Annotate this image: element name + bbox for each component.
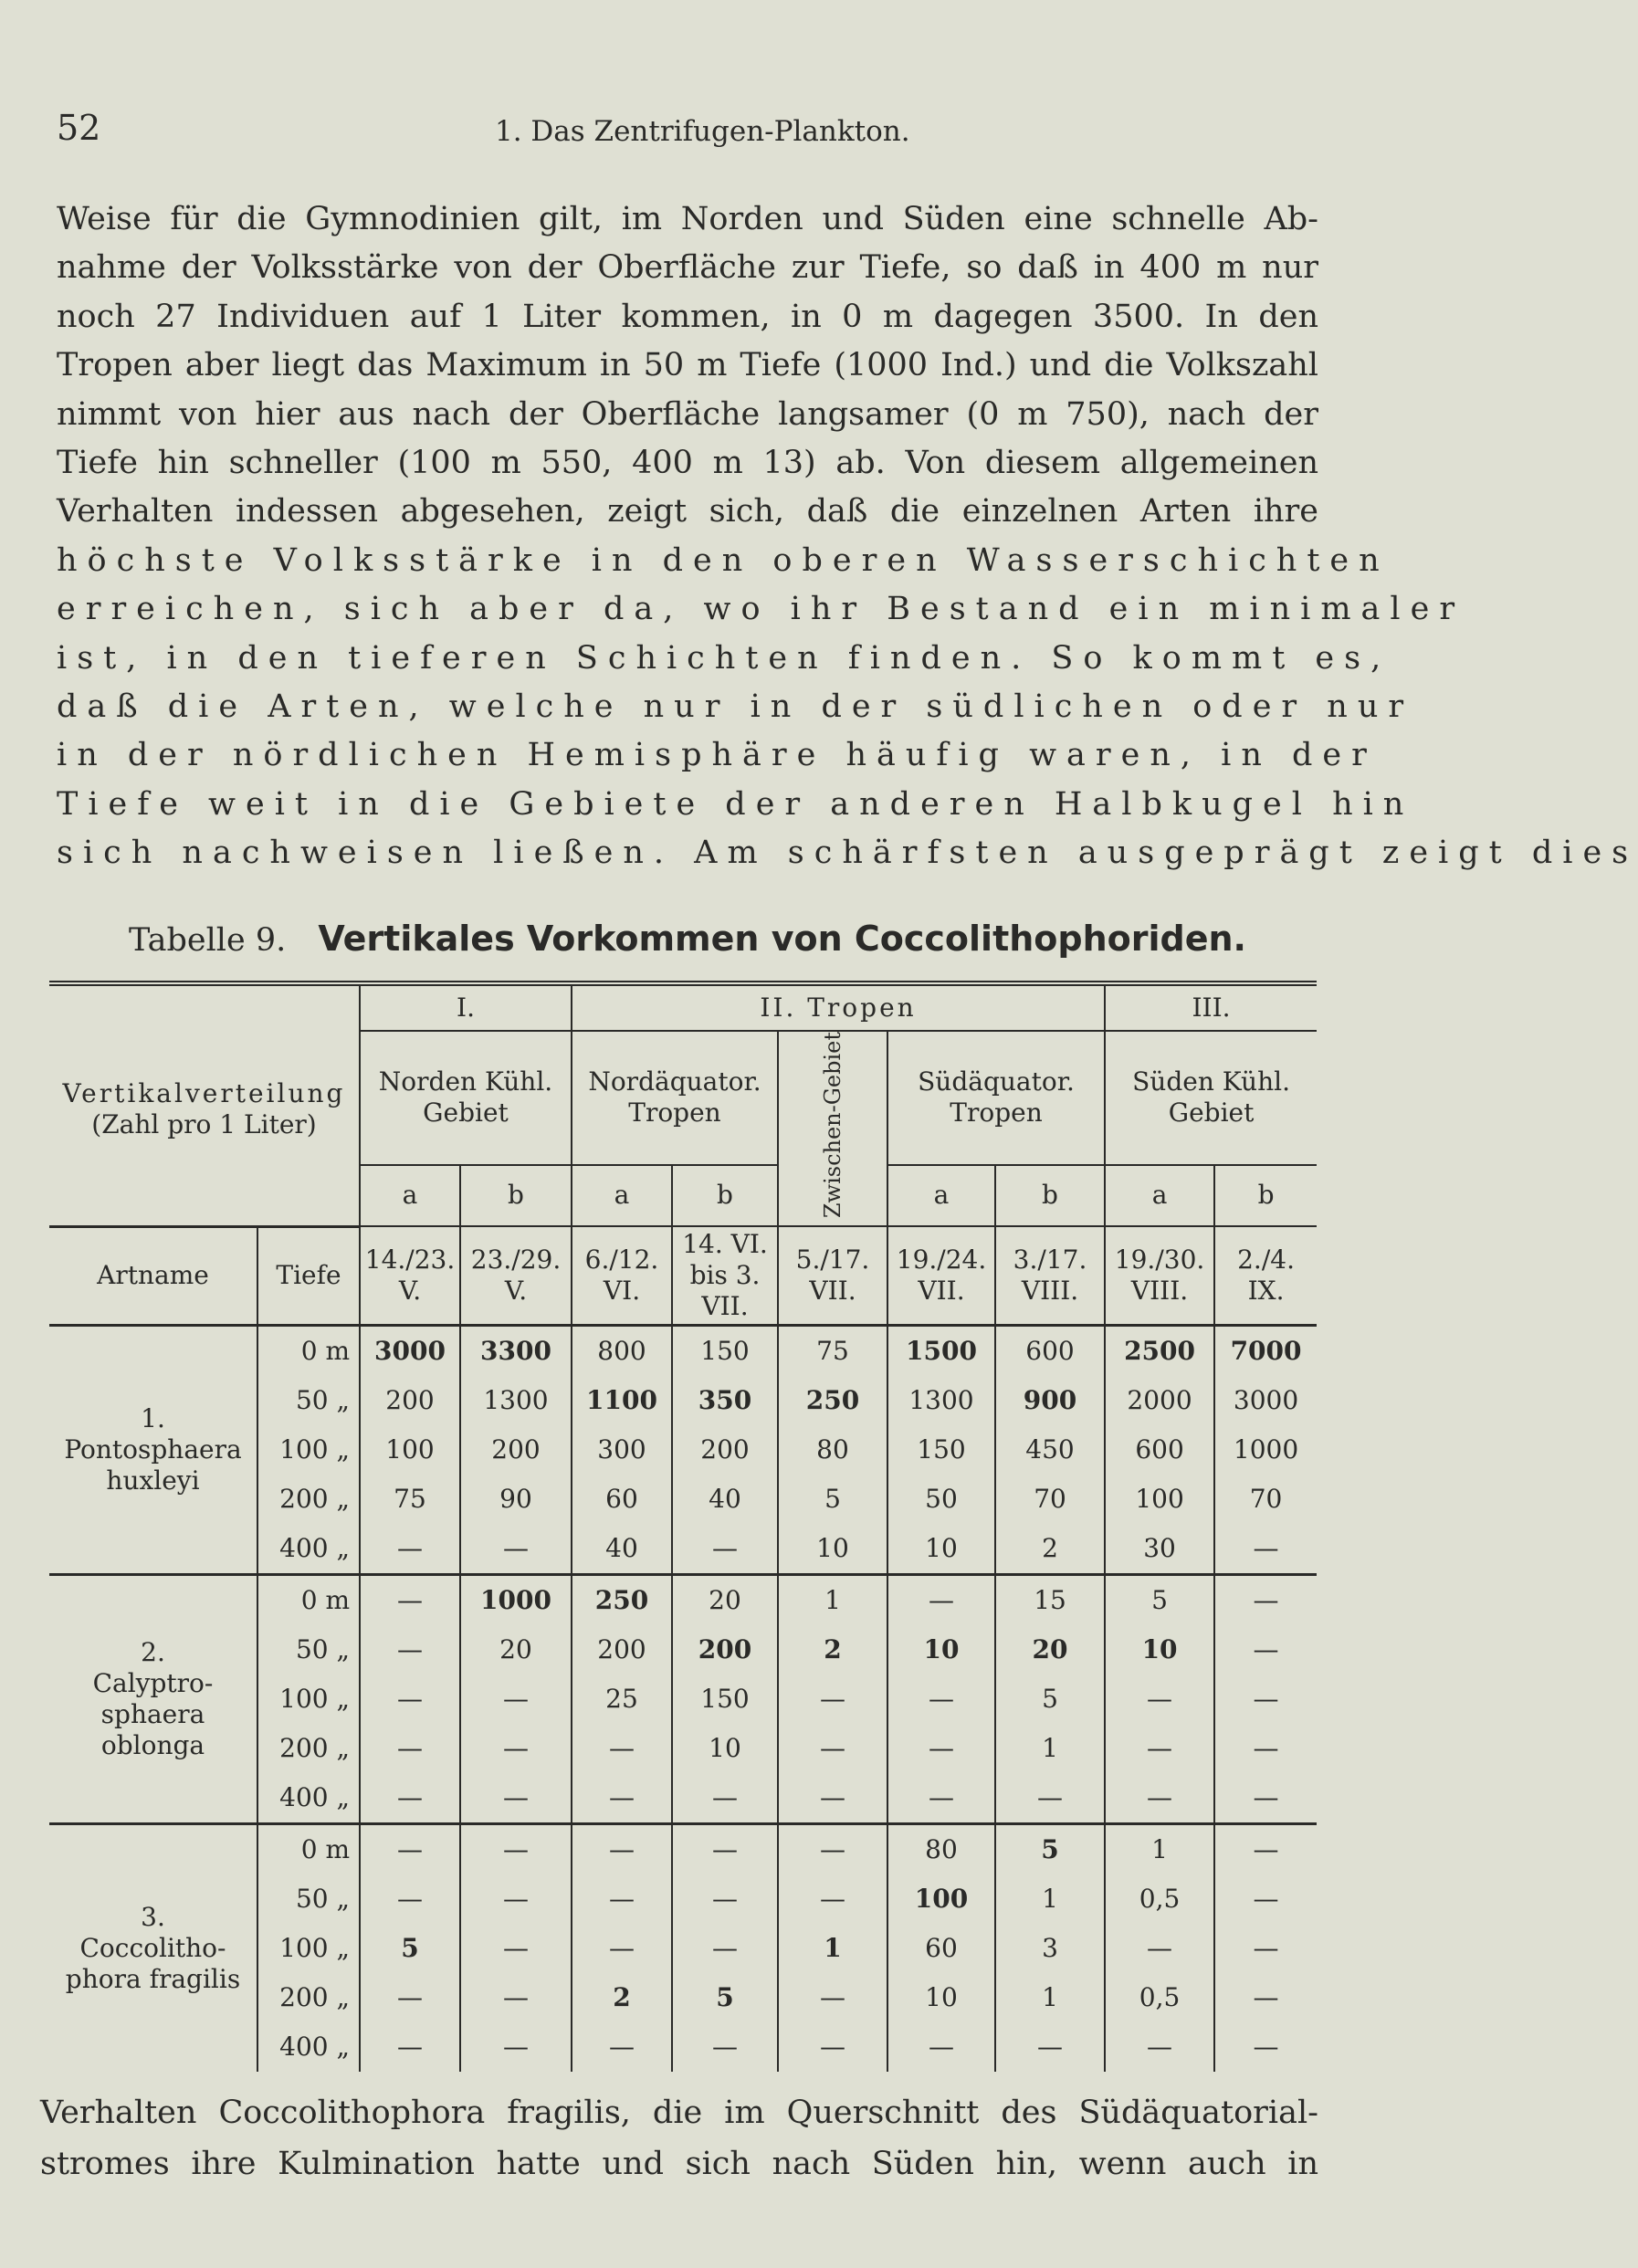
value-cell: 10 <box>887 1973 995 2022</box>
species-name2: huxleyi <box>106 1465 200 1496</box>
value-cell: — <box>995 1773 1105 1824</box>
intro-paragraph <box>57 195 1638 878</box>
value-cell: 200 <box>460 1425 572 1475</box>
page-number: 52 <box>57 108 101 148</box>
value-cell: — <box>360 2022 460 2072</box>
value-cell: — <box>460 1675 572 1724</box>
value-cell: 70 <box>995 1475 1105 1524</box>
value-cell: — <box>460 2022 572 2072</box>
value-cell: 1 <box>995 1724 1105 1773</box>
value-cell: 20 <box>672 1574 778 1625</box>
sub-b: b <box>672 1165 778 1227</box>
value-cell: — <box>360 1973 460 2022</box>
value-cell: 1300 <box>460 1376 572 1425</box>
value-cell: — <box>672 1773 778 1824</box>
value-cell: 0,5 <box>1105 1874 1214 1924</box>
value-cell: — <box>460 1724 572 1773</box>
depth-cell: 0 m <box>257 1574 360 1625</box>
value-cell: — <box>672 1823 778 1874</box>
value-cell: — <box>572 2022 672 2072</box>
depth-cell: 200 „ <box>257 1973 360 2022</box>
value-cell: — <box>1214 1574 1317 1625</box>
value-cell: 10 <box>672 1724 778 1773</box>
value-cell: 3 <box>995 1924 1105 1973</box>
value-cell: — <box>1214 1924 1317 1973</box>
value-cell: — <box>887 1773 995 1824</box>
species-name-cell <box>49 1823 257 2072</box>
table-caption <box>0 919 1375 959</box>
value-cell: 20 <box>460 1625 572 1675</box>
date-cell: 5./17. VII. <box>778 1226 887 1325</box>
coccolithophoride-table <box>49 981 1317 2072</box>
value-cell: 200 <box>672 1425 778 1475</box>
text-line: nimmt von hier aus nach der Oberfläche langsamer (0 m 750), nach der <box>57 395 1318 433</box>
table-row <box>49 1325 1317 1376</box>
value-cell: 75 <box>360 1475 460 1524</box>
value-cell: — <box>1105 1924 1214 1973</box>
value-cell: — <box>778 1773 887 1824</box>
value-cell: — <box>360 1625 460 1675</box>
value-cell: 100 <box>887 1874 995 1924</box>
region-south-eq: Südäquator. Tropen <box>887 1031 1105 1165</box>
sub-b: b <box>460 1165 572 1227</box>
species-num: 2. <box>141 1636 165 1667</box>
region-north-eq: Nordäquator. Tropen <box>572 1031 778 1165</box>
value-cell: 350 <box>672 1376 778 1425</box>
value-cell: — <box>1214 1524 1317 1575</box>
value-cell: — <box>360 1724 460 1773</box>
value-cell: 150 <box>672 1675 778 1724</box>
value-cell: 50 <box>887 1475 995 1524</box>
date-cell: 19./30. VIII. <box>1105 1226 1214 1325</box>
value-cell: 7000 <box>1214 1325 1317 1376</box>
value-cell: — <box>1214 1773 1317 1824</box>
species-name1: Coccolitho- <box>79 1932 226 1963</box>
value-cell: 2 <box>995 1524 1105 1575</box>
value-cell: 25 <box>572 1675 672 1724</box>
sub-a: a <box>887 1165 995 1227</box>
region-south: Süden Kühl. Gebiet <box>1105 1031 1317 1165</box>
date-cell: 14. VI. bis 3. VII. <box>672 1226 778 1325</box>
group-ii: II. Tropen <box>572 983 1105 1031</box>
value-cell: 15 <box>995 1574 1105 1625</box>
sub-a: a <box>360 1165 460 1227</box>
value-cell: — <box>1105 1724 1214 1773</box>
value-cell: 300 <box>572 1425 672 1475</box>
date-cell: 2./4. IX. <box>1214 1226 1317 1325</box>
value-cell: — <box>887 1675 995 1724</box>
value-cell: 5 <box>995 1675 1105 1724</box>
value-cell: — <box>572 1924 672 1973</box>
running-head: 1. Das Zentrifugen-Plankton. <box>495 115 910 148</box>
value-cell: — <box>360 1524 460 1575</box>
value-cell: 3000 <box>1214 1376 1317 1425</box>
species-num: 1. <box>141 1402 165 1433</box>
species-body <box>49 1325 1317 2072</box>
value-cell: 10 <box>1105 1625 1214 1675</box>
table-title: Vertikales Vorkommen von Coccolithophoriden. <box>318 919 1246 959</box>
value-cell: 200 <box>360 1376 460 1425</box>
region-between-cell <box>778 1031 887 1226</box>
table-row <box>49 1574 1317 1625</box>
value-cell: — <box>460 1773 572 1824</box>
value-cell: — <box>778 1724 887 1773</box>
value-cell: — <box>778 1675 887 1724</box>
text-line-spaced: daß die Arten, welche nur in der südlichen oder nur <box>57 688 1414 726</box>
value-cell: 20 <box>995 1625 1105 1675</box>
table-row <box>49 1823 1317 1874</box>
value-cell: — <box>360 1574 460 1625</box>
page-header <box>57 108 1317 153</box>
value-cell: 1300 <box>887 1376 995 1425</box>
value-cell: 0,5 <box>1105 1973 1214 2022</box>
value-cell: 150 <box>672 1325 778 1376</box>
date-cell: 23./29. V. <box>460 1226 572 1325</box>
value-cell: 150 <box>887 1425 995 1475</box>
value-cell: 5 <box>360 1924 460 1973</box>
text-line: stromes ihre Kulmination hatte und sich nach Süden hin, wenn auch in <box>40 2146 1318 2182</box>
value-cell: 5 <box>995 1823 1105 1874</box>
value-cell: — <box>572 1773 672 1824</box>
col-depth: Tiefe <box>257 1226 360 1325</box>
value-cell: 1 <box>1105 1823 1214 1874</box>
value-cell: 600 <box>995 1325 1105 1376</box>
value-cell: — <box>1214 1724 1317 1773</box>
value-cell: 5 <box>778 1475 887 1524</box>
species-name2: sphaera oblonga <box>100 1698 205 1760</box>
value-cell: — <box>572 1724 672 1773</box>
value-cell: — <box>572 1874 672 1924</box>
value-cell: 1000 <box>460 1574 572 1625</box>
value-cell: — <box>995 2022 1105 2072</box>
value-cell: — <box>1105 2022 1214 2072</box>
value-cell: — <box>1105 1675 1214 1724</box>
depth-cell: 100 „ <box>257 1425 360 1475</box>
date-cell: 6./12. VI. <box>572 1226 672 1325</box>
value-cell: 1 <box>995 1973 1105 2022</box>
depth-cell: 100 „ <box>257 1675 360 1724</box>
species-name2: phora fragilis <box>65 1963 241 1994</box>
value-cell: 75 <box>778 1325 887 1376</box>
table-label: Tabelle 9. <box>129 922 287 959</box>
value-cell: — <box>572 1823 672 1874</box>
value-cell: 2 <box>572 1973 672 2022</box>
species-name-cell <box>49 1325 257 1574</box>
value-cell: 200 <box>672 1625 778 1675</box>
value-cell: 1 <box>778 1574 887 1625</box>
depth-cell: 200 „ <box>257 1724 360 1773</box>
value-cell: 100 <box>360 1425 460 1475</box>
value-cell: — <box>1214 2022 1317 2072</box>
value-cell: — <box>1214 1823 1317 1874</box>
value-cell: 40 <box>672 1475 778 1524</box>
text-line-spaced: erreichen, sich aber da, wo ihr Bestand ein minimaler <box>57 591 1465 628</box>
corner-header <box>49 983 360 1226</box>
text-line: Tropen aber liegt das Maximum in 50 m Tiefe (1000 Ind.) und die Volkszahl <box>57 347 1318 384</box>
value-cell: 60 <box>572 1475 672 1524</box>
species-num: 3. <box>141 1901 165 1932</box>
value-cell: 3000 <box>360 1325 460 1376</box>
date-cell: 14./23. V. <box>360 1226 460 1325</box>
value-cell: 450 <box>995 1425 1105 1475</box>
text-line-spaced: höchste Volksstärke in den oberen Wasserschichten <box>57 541 1390 579</box>
text-line: Verhalten Coccolithophora fragilis, die im Querschnitt des Südäquatorial- <box>40 2095 1318 2131</box>
value-cell: — <box>1214 1675 1317 1724</box>
value-cell: — <box>672 2022 778 2072</box>
group-iii: III. <box>1105 983 1317 1031</box>
value-cell: 900 <box>995 1376 1105 1425</box>
value-cell: — <box>360 1874 460 1924</box>
value-cell: 70 <box>1214 1475 1317 1524</box>
value-cell: 1500 <box>887 1325 995 1376</box>
text-line-spaced: ist, in den tieferen Schichten finden. So kommt es, <box>57 639 1391 677</box>
value-cell: 90 <box>460 1475 572 1524</box>
value-cell: 100 <box>1105 1475 1214 1524</box>
value-cell: — <box>360 1773 460 1824</box>
value-cell: — <box>460 1524 572 1575</box>
value-cell: 250 <box>572 1574 672 1625</box>
value-cell: 5 <box>672 1973 778 2022</box>
depth-cell: 200 „ <box>257 1475 360 1524</box>
value-cell: 2000 <box>1105 1376 1214 1425</box>
value-cell: — <box>460 1973 572 2022</box>
value-cell: — <box>460 1924 572 1973</box>
value-cell: — <box>778 1823 887 1874</box>
value-cell: 10 <box>778 1524 887 1575</box>
text-line: Verhalten indessen abgesehen, zeigt sich, daß die einzelnen Arten ihre <box>57 493 1318 530</box>
depth-cell: 50 „ <box>257 1376 360 1425</box>
value-cell: — <box>672 1924 778 1973</box>
species-name-cell <box>49 1574 257 1823</box>
value-cell: 200 <box>572 1625 672 1675</box>
value-cell: 80 <box>887 1823 995 1874</box>
region-between: Zwischen-Gebiet <box>820 1032 845 1219</box>
value-cell: 1000 <box>1214 1425 1317 1475</box>
species-name1: Pontosphaera <box>64 1433 242 1465</box>
value-cell: — <box>1105 1773 1214 1824</box>
value-cell: 10 <box>887 1524 995 1575</box>
value-cell: — <box>360 1675 460 1724</box>
value-cell: — <box>460 1874 572 1924</box>
value-cell: — <box>778 1973 887 2022</box>
corner-sub: (Zahl pro 1 Liter) <box>91 1108 317 1139</box>
value-cell: — <box>887 2022 995 2072</box>
depth-cell: 50 „ <box>257 1625 360 1675</box>
value-cell: 3300 <box>460 1325 572 1376</box>
value-cell: 1 <box>995 1874 1105 1924</box>
depth-cell: 400 „ <box>257 1773 360 1824</box>
value-cell: — <box>360 1823 460 1874</box>
value-cell: 1 <box>778 1924 887 1973</box>
depth-cell: 0 m <box>257 1325 360 1376</box>
text-line: noch 27 Individuen auf 1 Liter kommen, in 0 m dagegen 3500. In den <box>57 298 1318 335</box>
value-cell: 800 <box>572 1325 672 1376</box>
corner-label: Vertikalverteilung <box>62 1077 346 1108</box>
sub-b: b <box>995 1165 1105 1227</box>
text-line: nahme der Volksstärke von der Oberfläche zur Tiefe, so daß in 400 m nur <box>57 249 1318 287</box>
value-cell: — <box>672 1874 778 1924</box>
value-cell: 2500 <box>1105 1325 1214 1376</box>
value-cell: 30 <box>1105 1524 1214 1575</box>
sub-a: a <box>572 1165 672 1227</box>
text-line: Tiefe hin schneller (100 m 550, 400 m 13) ab. Von diesem allgemeinen <box>57 445 1318 482</box>
value-cell: 80 <box>778 1425 887 1475</box>
col-species: Artname <box>49 1226 257 1325</box>
value-cell: — <box>887 1724 995 1773</box>
date-cell: 19./24. VII. <box>887 1226 995 1325</box>
value-cell: 1100 <box>572 1376 672 1425</box>
value-cell: — <box>672 1524 778 1575</box>
value-cell: — <box>1214 1625 1317 1675</box>
region-north: Norden Kühl. Gebiet <box>360 1031 572 1165</box>
value-cell: 250 <box>778 1376 887 1425</box>
text-line-spaced: Tiefe weit in die Gebiete der anderen Halbkugel hin <box>57 785 1414 823</box>
value-cell: 60 <box>887 1924 995 1973</box>
value-cell: — <box>778 1874 887 1924</box>
sub-b: b <box>1214 1165 1317 1227</box>
value-cell: 10 <box>887 1625 995 1675</box>
text-line: Weise für die Gymnodinien gilt, im Norden und Süden eine schnelle Ab- <box>57 201 1318 237</box>
depth-cell: 100 „ <box>257 1924 360 1973</box>
depth-cell: 50 „ <box>257 1874 360 1924</box>
date-cell: 3./17. VIII. <box>995 1226 1105 1325</box>
value-cell: 2 <box>778 1625 887 1675</box>
text-line-spaced: in der nördlichen Hemisphäre häufig waren, in der <box>57 737 1377 774</box>
species-name1: Calyptro- <box>92 1667 214 1698</box>
value-cell: 40 <box>572 1524 672 1575</box>
text-line-spaced: sich nachweisen ließen. Am schärfsten ausgeprägt zeigt dies <box>57 835 1638 872</box>
value-cell: — <box>887 1574 995 1625</box>
value-cell: — <box>1214 1973 1317 2022</box>
value-cell: 5 <box>1105 1574 1214 1625</box>
depth-cell: 0 m <box>257 1823 360 1874</box>
value-cell: — <box>778 2022 887 2072</box>
depth-cell: 400 „ <box>257 1524 360 1575</box>
group-i: I. <box>360 983 572 1031</box>
value-cell: 600 <box>1105 1425 1214 1475</box>
depth-cell: 400 „ <box>257 2022 360 2072</box>
outro-paragraph <box>40 2087 1318 2189</box>
sub-a: a <box>1105 1165 1214 1227</box>
value-cell: — <box>460 1823 572 1874</box>
value-cell: — <box>1214 1874 1317 1924</box>
